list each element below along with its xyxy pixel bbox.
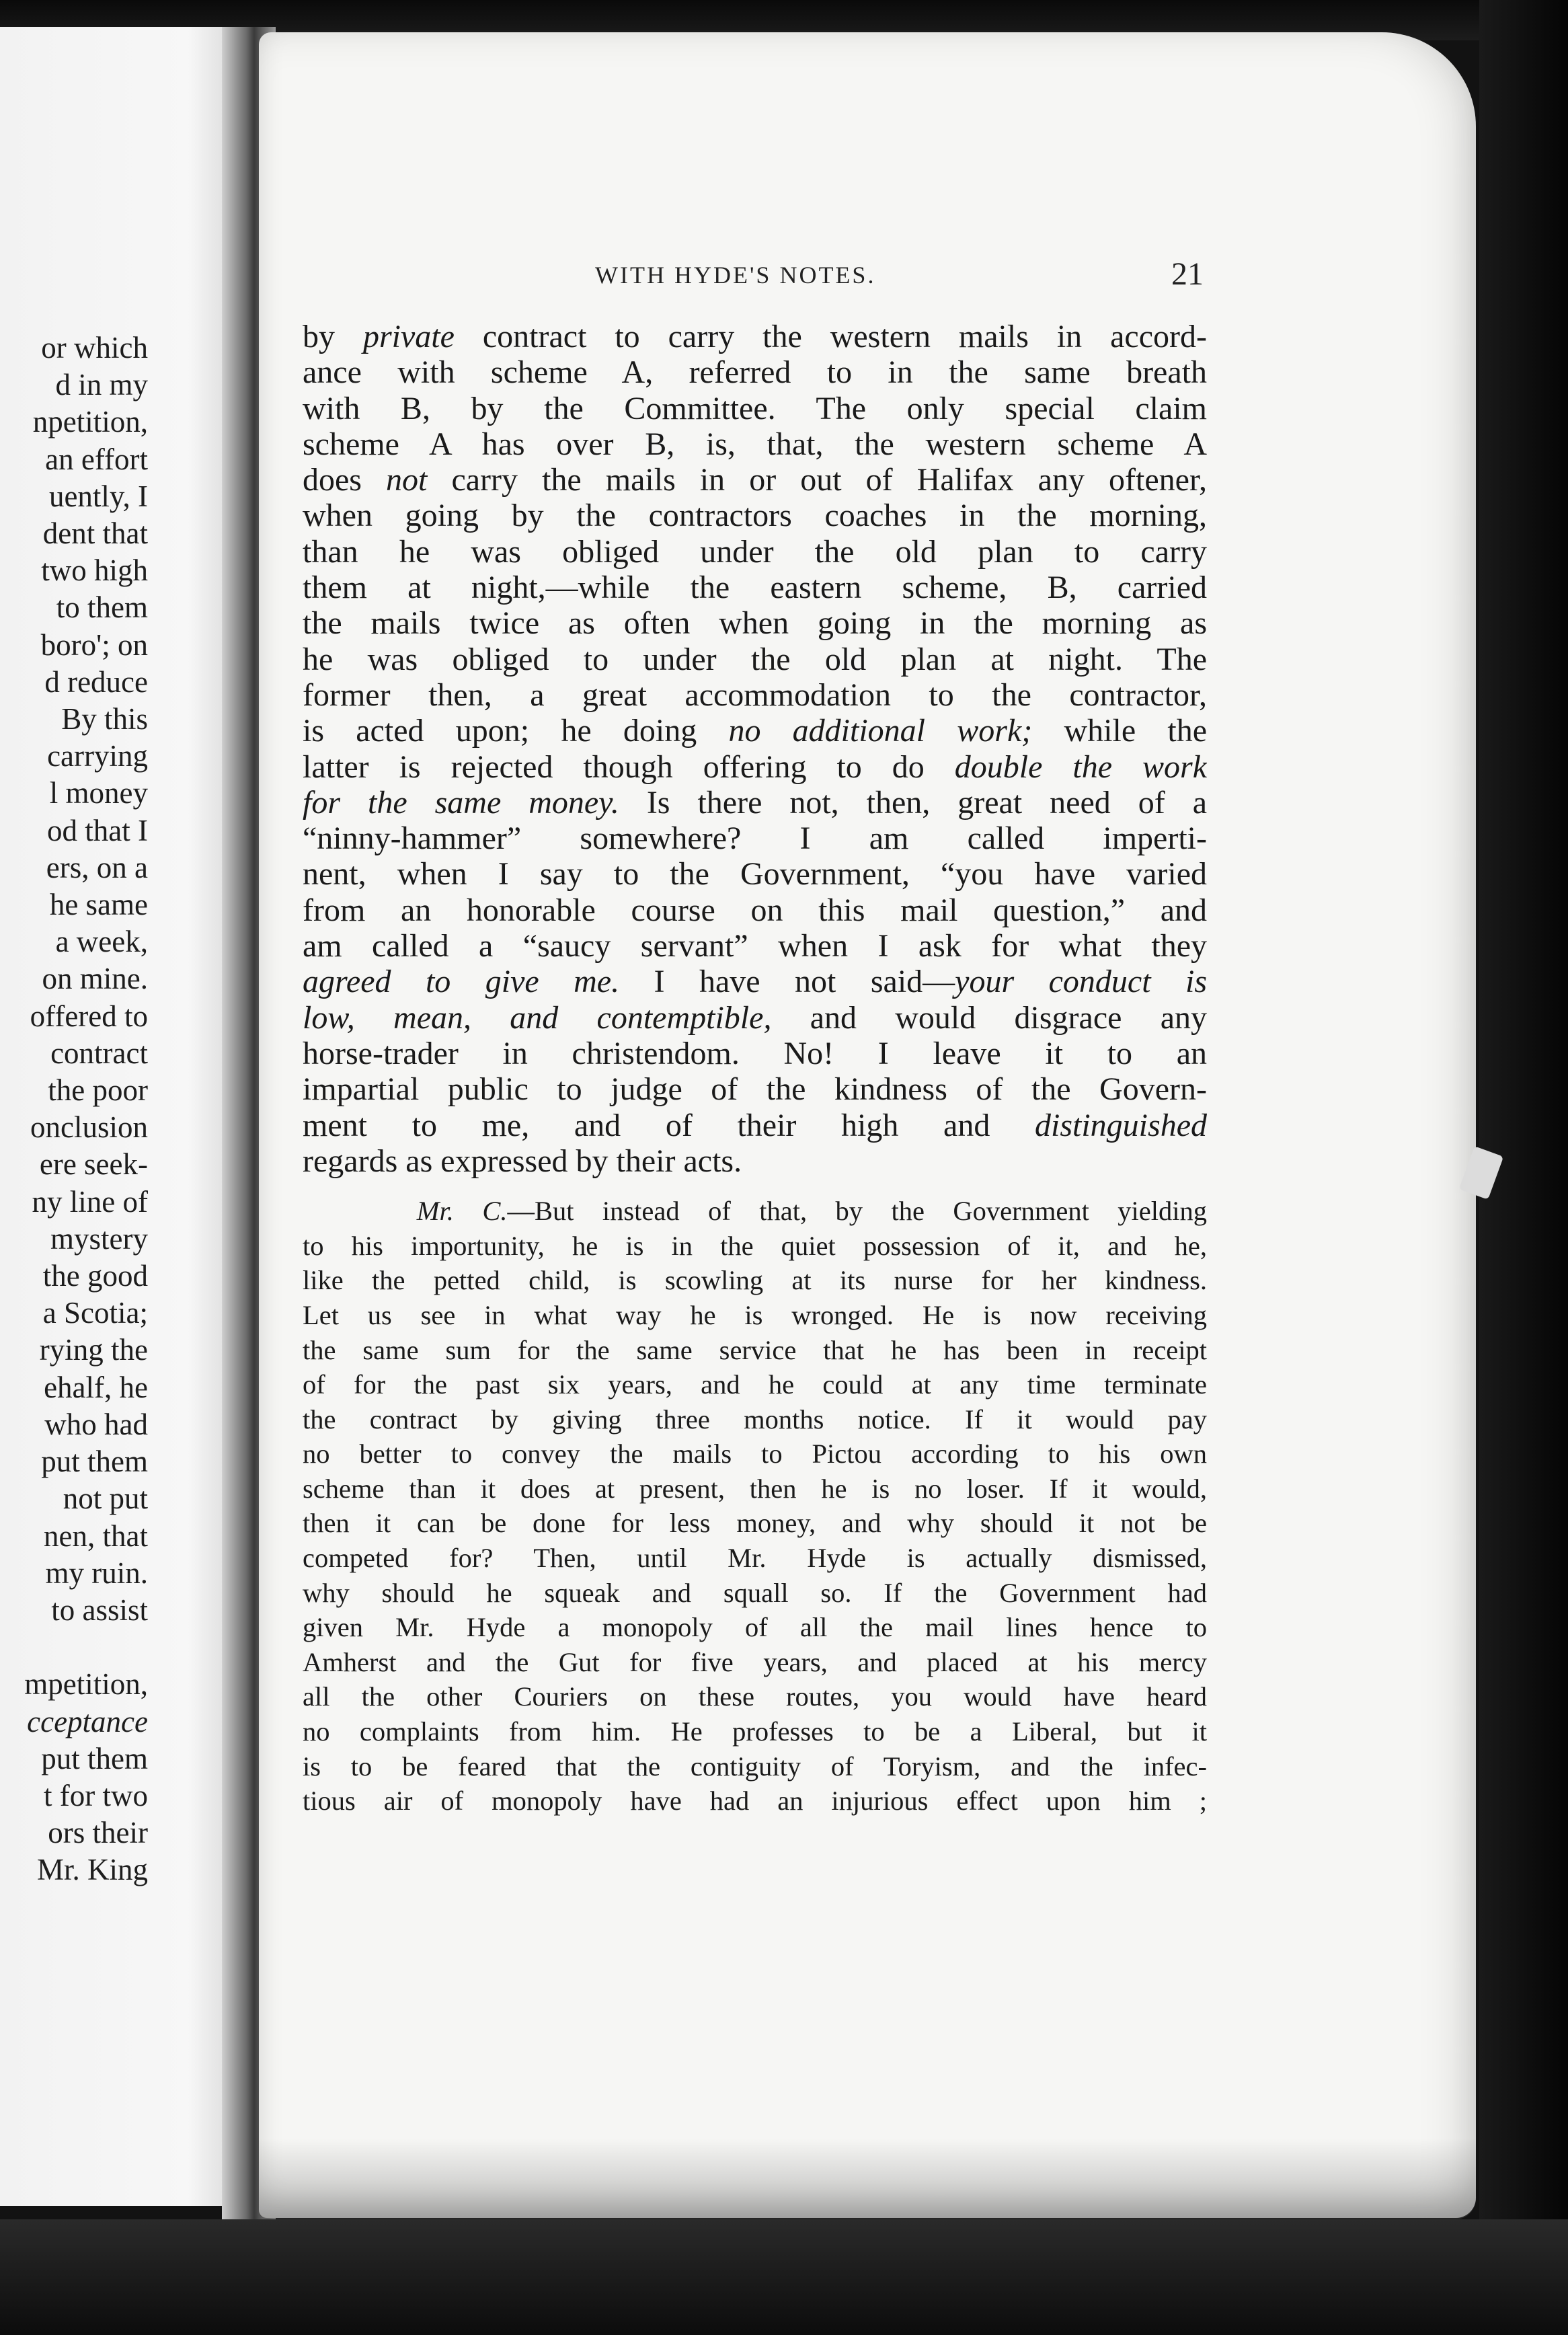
- text-line: [303, 820, 1207, 856]
- facing-page-line: ehalf, he: [44, 1370, 148, 1404]
- text-line: [303, 1108, 1207, 1143]
- text-run: Amherst and the Gut for five years, and placed at his mercy: [303, 1646, 1207, 1677]
- text-run: [303, 1196, 417, 1226]
- text-run: competed for? Then, until Mr. Hyde is actually dismissed,: [303, 1543, 1207, 1574]
- text-run: scheme than it does at present, then he is no loser. If it would,: [303, 1473, 1207, 1504]
- text-run: “ninny-hammer” somewhere? I am called imperti-: [303, 820, 1207, 857]
- text-run: Is there not, then, great need of a: [619, 784, 1207, 820]
- text-run: contract to carry the western mails in accord-: [454, 319, 1207, 354]
- facing-page-line: who had: [44, 1407, 148, 1441]
- text-run: then it can be done for less money, and why should it not be: [303, 1508, 1207, 1539]
- facing-page-line: boro'; on: [40, 627, 148, 662]
- facing-page-line: a week,: [55, 925, 148, 959]
- facing-page-line: carrying: [47, 739, 148, 773]
- text-line: [303, 1298, 1207, 1333]
- text-run: given Mr. Hyde a monopoly of all the mail lines hence to: [303, 1612, 1207, 1643]
- facing-page-line: put them: [41, 1741, 148, 1775]
- paragraph-1: [303, 319, 1207, 1179]
- text-line: [303, 1437, 1207, 1471]
- text-line: [303, 319, 1207, 354]
- text-line: [303, 1506, 1207, 1541]
- facing-page-line: to them: [56, 590, 148, 625]
- text-line: [303, 1541, 1207, 1576]
- text-line: [303, 1143, 1207, 1179]
- facing-page-line: od that I: [47, 813, 148, 847]
- facing-page-line: dent that: [42, 516, 148, 551]
- text-run: no complaints from him. He professes to be a Liberal, but it: [303, 1716, 1207, 1747]
- facing-page-line: d in my: [55, 368, 148, 402]
- facing-page-line: cceptance: [27, 1704, 148, 1738]
- text-run: than he was obliged under the old plan to carry: [303, 533, 1207, 570]
- text-line: [303, 1471, 1207, 1506]
- text-line: [303, 713, 1207, 749]
- text-line: [303, 391, 1207, 426]
- text-run: like the petted child, is scowling at its nurse for her kindness.: [303, 1265, 1207, 1296]
- text-line: [303, 1036, 1207, 1071]
- facing-page-line: offered to: [30, 999, 148, 1033]
- running-head: WITH HYDE'S NOTES.: [595, 262, 876, 289]
- text-run: —But instead of that, by the Government yielding: [507, 1196, 1207, 1227]
- facing-page-line: By this: [61, 702, 148, 736]
- text-run: carry the mails in or out of Halifax any oftener,: [427, 462, 1207, 498]
- text-run: the mails twice as often when going in the morning as: [303, 605, 1207, 642]
- text-run: while the: [1032, 713, 1207, 749]
- facing-page-line: or which: [41, 331, 148, 365]
- facing-page-line: onclusion: [30, 1110, 148, 1145]
- text-line: [303, 1749, 1207, 1784]
- text-run: impartial public to judge of the kindness of the Govern-: [303, 1071, 1207, 1108]
- facing-page-line: not put: [63, 1482, 148, 1516]
- text-line: [303, 1714, 1207, 1749]
- facing-page-line: rying the: [39, 1333, 148, 1367]
- facing-page-line: ny line of: [32, 1184, 148, 1219]
- facing-page-line: two high: [41, 553, 148, 588]
- facing-page-line: ors their: [48, 1816, 148, 1850]
- text-run: by: [303, 319, 363, 354]
- text-line: [303, 749, 1207, 785]
- text-run: from an honorable course on this mail question,” and: [303, 892, 1207, 928]
- text-run: ance with scheme A, referred to in the same breath: [303, 354, 1207, 391]
- facing-page-line: an effort: [45, 442, 148, 476]
- text-line: [303, 856, 1207, 892]
- facing-page-line: he same: [49, 888, 148, 922]
- facing-page-line: mpetition,: [24, 1667, 148, 1701]
- facing-page-line: t for two: [44, 1778, 148, 1812]
- italic-run: agreed to give me.: [303, 964, 620, 1000]
- italic-run: for the same money.: [303, 784, 619, 820]
- text-line: [303, 642, 1207, 677]
- italic-run: your conduct is: [955, 964, 1207, 1000]
- text-line: [303, 1679, 1207, 1714]
- text-run: nent, when I say to the Government, “you have varied: [303, 856, 1207, 892]
- scan-background-bottom: [0, 2219, 1568, 2335]
- text-line: [303, 677, 1207, 713]
- text-run: the same sum for the same service that he has been in receipt: [303, 1334, 1207, 1365]
- text-line: [303, 1071, 1207, 1107]
- facing-page-line: Mr. King: [36, 1853, 148, 1887]
- text-run: he was obliged to under the old plan at night. The: [303, 641, 1207, 677]
- facing-page-line: contract: [50, 1036, 148, 1070]
- text-run: is acted upon; he doing: [303, 713, 729, 749]
- text-line: [303, 462, 1207, 498]
- text-run: when going by the contractors coaches in the morning,: [303, 498, 1207, 534]
- text-run: regards as expressed by their acts.: [303, 1143, 742, 1179]
- text-line: [303, 1402, 1207, 1437]
- text-run: all the other Couriers on these routes, you would have heard: [303, 1681, 1207, 1712]
- text-line: [303, 1610, 1207, 1645]
- paragraph-2: [303, 1194, 1207, 1819]
- facing-page-line: to assist: [51, 1593, 148, 1627]
- italic-run: low, mean, and contemptible,: [303, 999, 772, 1036]
- text-line: [303, 892, 1207, 928]
- text-line: [303, 1333, 1207, 1368]
- text-run: horse-trader in christendom. No! I leave it to an: [303, 1035, 1207, 1071]
- text-line: [303, 785, 1207, 820]
- text-run: with B, by the Committee. The only special claim: [303, 390, 1207, 426]
- text-run: does: [303, 462, 387, 498]
- text-line: [303, 1645, 1207, 1680]
- page-edge-shadow: [259, 2139, 1476, 2219]
- text-run: of for the past six years, and he could at any time terminate: [303, 1369, 1207, 1400]
- text-line: [303, 1229, 1207, 1264]
- facing-page-line: ers, on a: [46, 850, 148, 884]
- text-line: [303, 1576, 1207, 1611]
- text-run: ment to me, and of their high and: [303, 1107, 1035, 1143]
- text-run: tious air of monopoly have had an injurious effect upon him ;: [303, 1786, 1207, 1816]
- text-line: [303, 1000, 1207, 1036]
- text-line: [303, 426, 1207, 462]
- italic-run: Mr. C.: [416, 1196, 508, 1227]
- text-run: to his importunity, he is in the quiet possession of it, and he,: [303, 1230, 1207, 1261]
- facing-page-line: npetition,: [32, 405, 148, 439]
- facing-page-line: on mine.: [42, 962, 148, 996]
- page-number: 21: [1171, 256, 1204, 292]
- italic-run: no additional work;: [728, 713, 1033, 749]
- italic-run: private: [362, 319, 455, 354]
- facing-page-line: the good: [42, 1259, 148, 1293]
- text-run: them at night,—while the eastern scheme, B, carried: [303, 570, 1207, 606]
- facing-page-line: nen, that: [44, 1519, 148, 1553]
- facing-page-line: put them: [41, 1445, 148, 1479]
- facing-page-line: uently, I: [48, 479, 148, 513]
- facing-page-line: d reduce: [44, 664, 148, 699]
- text-run: latter is rejected though offering to do: [303, 749, 955, 785]
- facing-page-line: l money: [49, 776, 148, 810]
- facing-page-line: [0, 1629, 148, 1666]
- facing-page-line: ere seek-: [39, 1147, 148, 1182]
- text-run: I have not said—: [619, 964, 955, 1000]
- text-line: [303, 534, 1207, 570]
- italic-run: distinguished: [1034, 1107, 1207, 1143]
- text-line: [303, 498, 1207, 533]
- text-run: is to be feared that the contiguity of Toryism, and the infec-: [303, 1751, 1207, 1782]
- text-run: the contract by giving three months notice. If it would pay: [303, 1404, 1207, 1434]
- italic-run: double the work: [954, 749, 1207, 785]
- text-line: [303, 1194, 1207, 1229]
- text-line: [303, 1784, 1207, 1819]
- text-run: no better to convey the mails to Pictou according to his own: [303, 1439, 1207, 1469]
- text-line: [303, 1263, 1207, 1298]
- text-run: am called a “saucy servant” when I ask for what they: [303, 928, 1207, 964]
- page-header: [303, 256, 1204, 296]
- text-line: [303, 1367, 1207, 1402]
- italic-run: not: [386, 462, 428, 498]
- text-line: [303, 964, 1207, 999]
- facing-page-line: mystery: [50, 1221, 148, 1256]
- text-run: and would disgrace any: [771, 999, 1207, 1036]
- page-body: [303, 319, 1207, 1819]
- facing-page-line: the poor: [48, 1073, 148, 1108]
- text-line: [303, 605, 1207, 641]
- text-run: why should he squeak and squall so. If the Government had: [303, 1577, 1207, 1608]
- text-run: scheme A has over B, is, that, the western scheme A: [303, 426, 1207, 462]
- text-line: [303, 928, 1207, 964]
- text-line: [303, 354, 1207, 390]
- facing-page-text: [0, 330, 148, 1889]
- text-run: Let us see in what way he is wronged. He is now receiving: [303, 1299, 1207, 1330]
- facing-page-line: my ruin.: [45, 1556, 148, 1590]
- facing-page-line: a Scotia;: [42, 1296, 148, 1330]
- text-run: former then, a great accommodation to the contractor,: [303, 677, 1207, 713]
- text-line: [303, 570, 1207, 605]
